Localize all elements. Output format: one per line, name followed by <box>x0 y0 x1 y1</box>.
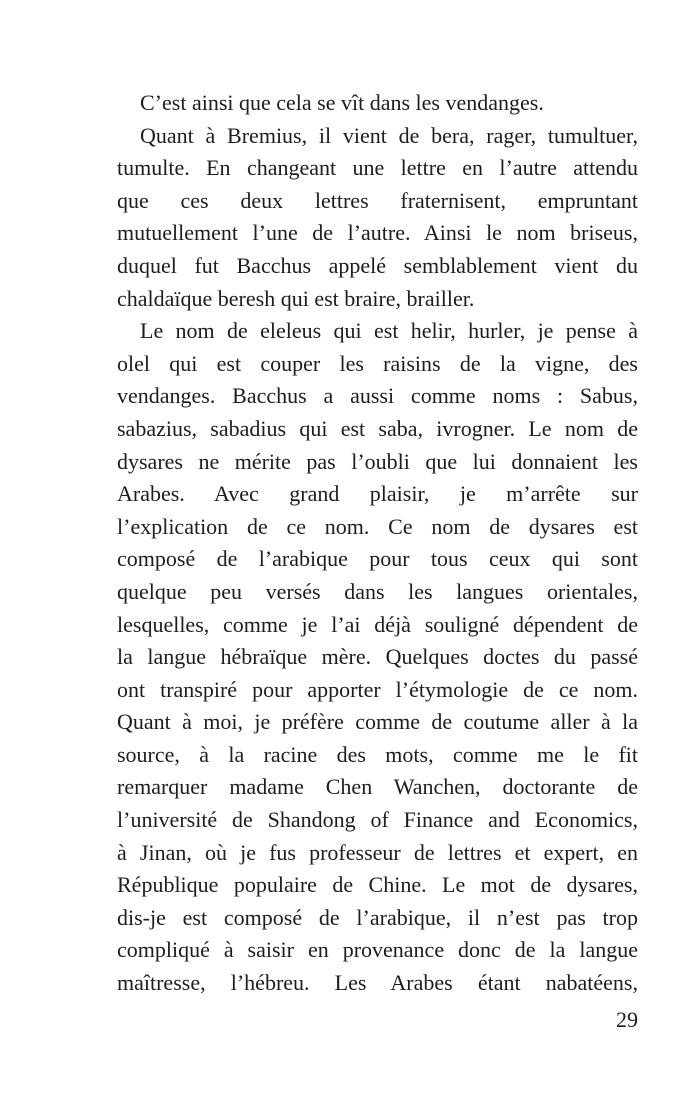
paragraph <box>117 87 638 120</box>
text-line: la langue hébraïque mère. Quelques doctes du passé <box>117 644 638 670</box>
text-line: que ces deux lettres fraternisent, empruntant <box>117 187 638 213</box>
text-line: chaldaïque beresh qui est braire, brailler. <box>117 285 475 311</box>
text-line: source, à la racine des mots, comme me le fit <box>117 741 638 767</box>
text-line: à Jinan, où je fus professeur de lettres et expert, en <box>117 839 638 865</box>
text-line: dysares ne mérite pas l’oubli que lui donnaient les <box>117 448 638 474</box>
text-line: Arabes. Avec grand plaisir, je m’arrête sur <box>117 481 638 507</box>
text-line: sabazius, sabadius qui est saba, ivrogner. Le nom de <box>117 415 638 441</box>
text-line: C’est ainsi que cela se vît dans les vendanges. <box>140 90 544 115</box>
text-line: Quant à Bremius, il vient de bera, rager, tumultuer, <box>140 122 638 148</box>
text-line: vendanges. Bacchus a aussi comme noms : Sabus, <box>117 383 638 409</box>
text-line: maîtresse, l’hébreu. Les Arabes étant nabatéens, <box>117 970 638 996</box>
text-line: l’université de Shandong of Finance and Economics, <box>117 807 638 833</box>
text-line: Quant à moi, je préfère comme de coutume aller à la <box>117 709 638 735</box>
paragraph <box>117 120 638 316</box>
text-line: duquel fut Bacchus appelé semblablement vient du <box>117 252 638 278</box>
text-line: dis-je est composé de l’arabique, il n’est pas trop <box>117 904 638 930</box>
text-line: composé de l’arabique pour tous ceux qui sont <box>117 546 638 572</box>
text-line: République populaire de Chine. Le mot de dysares, <box>117 872 638 898</box>
text-line: lesquelles, comme je l’ai déjà souligné dépendent de <box>117 611 638 637</box>
text-line: remarquer madame Chen Wanchen, doctorante de <box>117 774 638 800</box>
text-line: quelque peu versés dans les langues orientales, <box>117 578 638 604</box>
text-line: compliqué à saisir en provenance donc de la langue <box>117 937 638 963</box>
text-line: mutuellement l’une de l’autre. Ainsi le nom briseus, <box>117 220 638 246</box>
text-line: tumulte. En changeant une lettre en l’autre attendu <box>117 155 638 181</box>
text-block <box>117 87 638 1000</box>
text-line: ont transpiré pour apporter l’étymologie de ce nom. <box>117 676 638 702</box>
paragraph <box>117 315 638 999</box>
text-line: Le nom de eleleus qui est helir, hurler, je pense à <box>140 318 638 344</box>
text-line: olel qui est couper les raisins de la vigne, des <box>117 350 638 376</box>
page-number: 29 <box>616 1007 638 1032</box>
text-line: l’explication de ce nom. Ce nom de dysares est <box>117 513 638 539</box>
